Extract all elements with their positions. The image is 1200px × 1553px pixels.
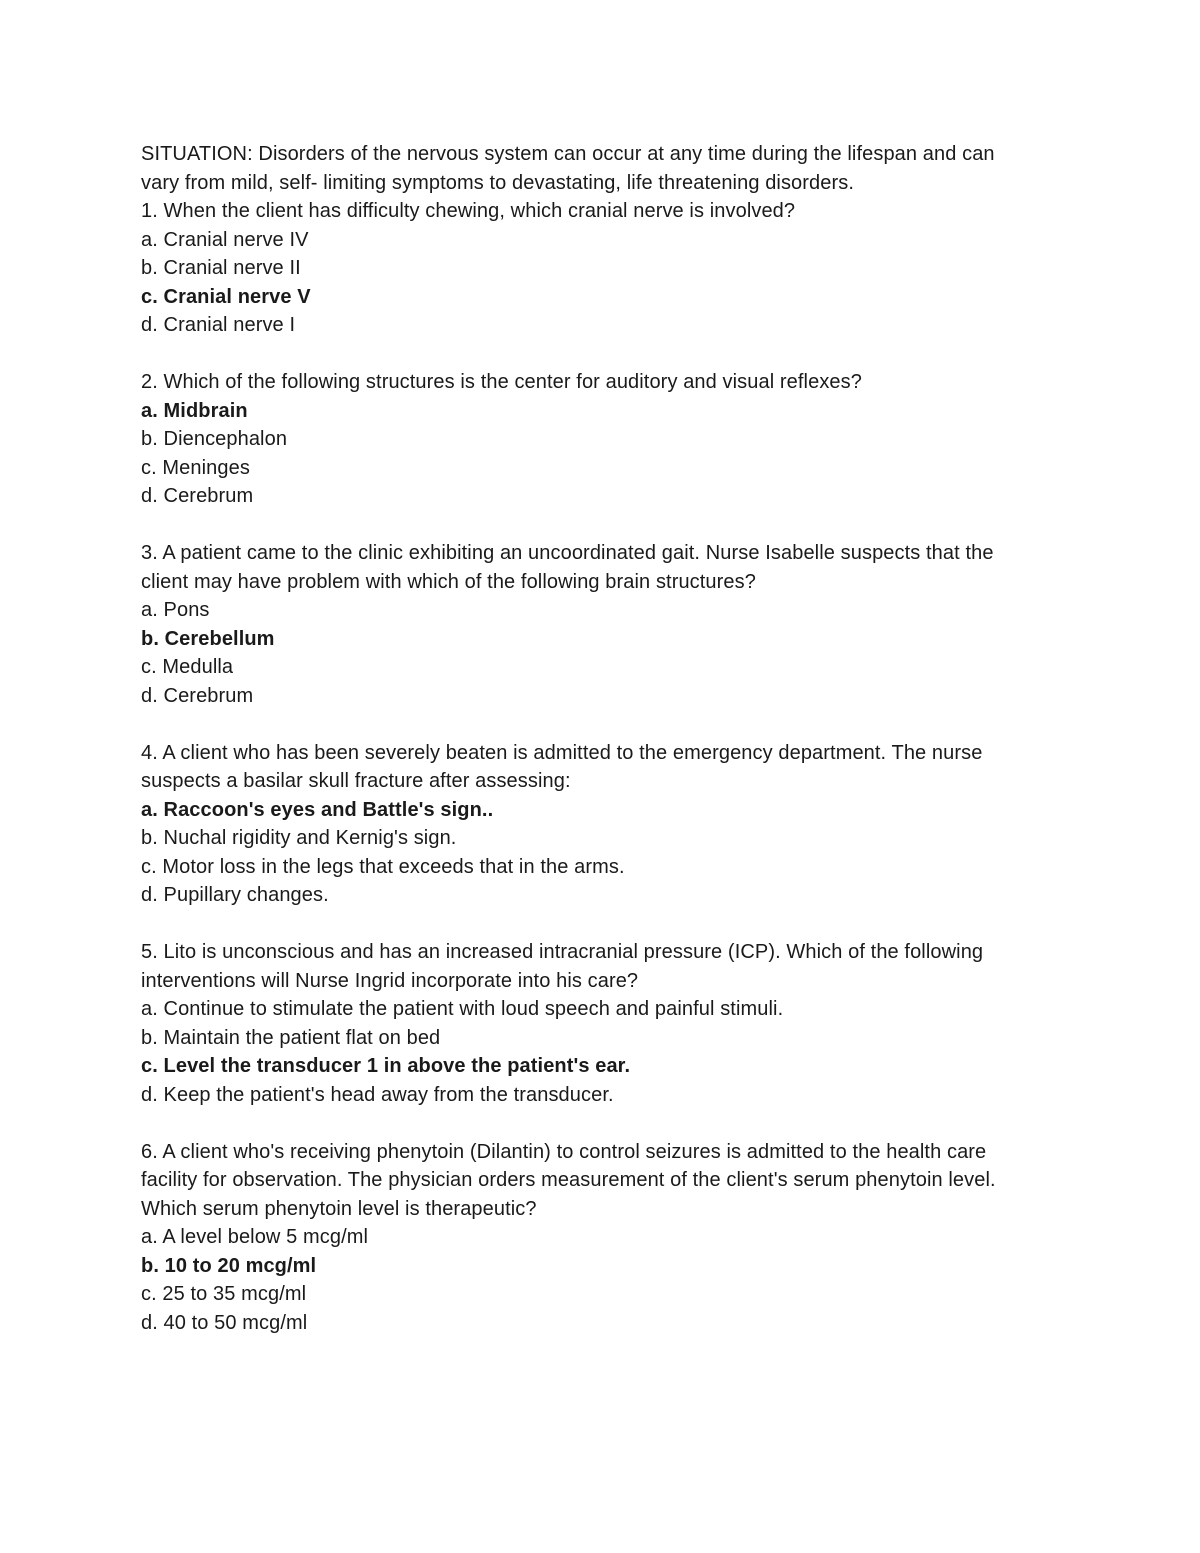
answer-option: a. Pons [141, 599, 210, 621]
answer-option: d. Cerebrum [141, 684, 254, 707]
answer-option: a. Continue to stimulate the patient with loud speech and painful stimuli. [141, 998, 784, 1020]
situation-line: vary from mild, self- limiting symptoms to devastating, life threatening disorders. [141, 171, 855, 194]
answer-option: a. A level below 5 mcg/ml [141, 1226, 369, 1248]
answer-option: c. Motor loss in the legs that exceeds that in the arms. [141, 855, 625, 878]
correct-answer-option: c. Level the transducer 1 in above the patient's ear. [141, 1055, 631, 1077]
question-stem: client may have problem with which of the following brain structures? [141, 570, 756, 593]
question-stem: suspects a basilar skull fracture after assessing: [141, 770, 571, 792]
question-5 [141, 938, 1061, 1109]
answer-option: b. Nuchal rigidity and Kernig's sign. [141, 827, 457, 849]
answer-option: d. 40 to 50 mcg/ml [141, 1311, 308, 1334]
question-stem: 4. A client who has been severely beaten is admitted to the emergency department. The nurse [141, 741, 983, 764]
correct-answer-option: c. Cranial nerve V [141, 285, 311, 308]
correct-answer-option: b. Cerebellum [141, 627, 275, 650]
question-6 [141, 1138, 1061, 1338]
document-content [141, 140, 1061, 1366]
correct-answer-option: a. Midbrain [141, 399, 248, 422]
question-stem: 3. A patient came to the clinic exhibiting an uncoordinated gait. Nurse Isabelle suspects that the [141, 542, 994, 564]
answer-option: b. Maintain the patient flat on bed [141, 1026, 441, 1049]
answer-option: d. Pupillary changes. [141, 884, 329, 906]
question-4 [141, 739, 1061, 910]
question-3 [141, 539, 1061, 710]
answer-option: d. Keep the patient's head away from the transducer. [141, 1083, 614, 1106]
answer-option: b. Cranial nerve II [141, 257, 301, 279]
answer-option: c. 25 to 35 mcg/ml [141, 1283, 307, 1305]
question-2 [141, 368, 1061, 511]
question-stem: 6. A client who's receiving phenytoin (Dilantin) to control seizures is admitted to the health care [141, 1140, 987, 1163]
answer-option: a. Cranial nerve IV [141, 228, 309, 251]
question-stem: 5. Lito is unconscious and has an increased intracranial pressure (ICP). Which of the following [141, 941, 984, 963]
answer-option: b. Diencephalon [141, 428, 288, 450]
answer-option: d. Cerebrum [141, 485, 254, 507]
question-stem: interventions will Nurse Ingrid incorporate into his care? [141, 969, 639, 992]
correct-answer-option: a. Raccoon's eyes and Battle's sign.. [141, 798, 494, 821]
question-1 [141, 197, 1061, 340]
correct-answer-option: b. 10 to 20 mcg/ml [141, 1254, 317, 1277]
answer-option: c. Medulla [141, 656, 234, 678]
answer-option: d. Cranial nerve I [141, 314, 296, 336]
answer-option: c. Meninges [141, 456, 250, 479]
question-stem: facility for observation. The physician orders measurement of the client's serum phenytoin level. [141, 1169, 996, 1191]
situation-paragraph [141, 140, 1061, 197]
question-stem: Which serum phenytoin level is therapeutic? [141, 1197, 537, 1220]
question-stem: 1. When the client has difficulty chewing, which cranial nerve is involved? [141, 200, 796, 222]
situation-line: SITUATION: Disorders of the nervous system can occur at any time during the lifespan and can [141, 143, 995, 165]
question-stem: 2. Which of the following structures is the center for auditory and visual reflexes? [141, 371, 862, 393]
